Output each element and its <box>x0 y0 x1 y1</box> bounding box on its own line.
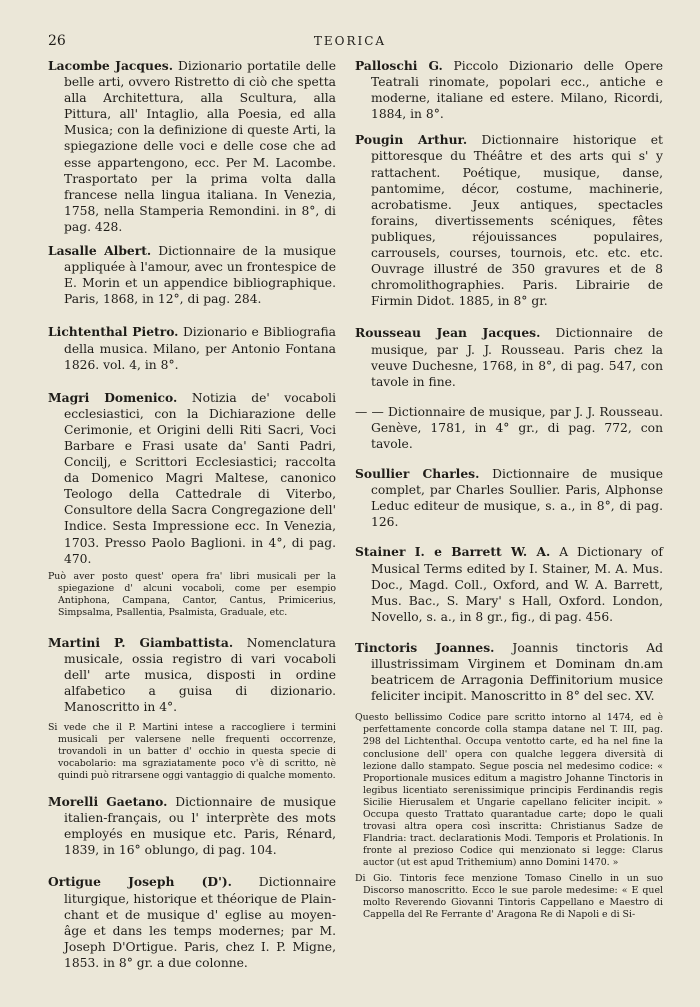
entry-head: Magri Domenico. <box>48 389 178 405</box>
entry-dash: — — <box>355 404 384 419</box>
entry-body: Notizia de' vocaboli ecclesiastici, con la Dichiarazione delle Cerimonie, et Origini delli Riti Sacri, Voci Barbare e Frasi usate da' Santi Padri, Concilj, e Scrittori Ecclesiastici; raccolta da Domenico Magri Maltese, canonico Teologo della Cattedrale di Viterbo, Consultore della Sacra Congregazione dell' Indice. Sesta Impressione ecc. In Venezia, 1703. Presso Paolo Baglioni. in 4°, di pag. 470. <box>64 390 336 566</box>
entry-head: Palloschi G. <box>355 58 443 73</box>
entry-head: Pougin Arthur. <box>355 132 468 148</box>
entry-magri <box>48 390 336 567</box>
right-column <box>355 58 663 921</box>
entry-lichtenthal <box>48 324 336 372</box>
entry-morelli <box>48 794 336 858</box>
entry-head: Martini P. Giambattista. <box>48 635 234 651</box>
note-magri: Può aver posto quest' opera fra' libri musicali per la spiegazione d' alcuni vocaboli, come per esempio Antiphona, Campana, Cantor, Cantus, Primicerius, Simpsalma, Psallentia, Psalmista, Graduale, etc. <box>48 570 336 618</box>
entry-head: Ortigue Joseph (D'). <box>48 874 232 890</box>
entry-body: Dizionario portatile delle belle arti, ovvero Ristretto di ciò che spetta alla Architettura, alla Scultura, alla Pittura, all' Intaglio, alla Poesia, ed alla Musica; con la definizione di queste Arti, la spiegazione delle voci e delle cose che ad esse appartengono, ecc. Per M. Lacombe. Trasportato per la prima volta dalla francese nella lingua italiana. In Venezia, 1758, nella Stamperia Remondini. in 8°, di pag. 428. <box>64 59 336 234</box>
entry-body: Dictionnaire historique et pittoresque du Théâtre et des arts qui s' y rattachent. Poétique, musique, danse, pantomime, décor, costume, machinerie, acrobatisme. Jeux antiques, spectacles forains, divertissements scéniques, fêtes publiques, réjouissances populaires, carrousels, courses, tournois, etc. etc. etc. Ouvrage illustré de 350 gravures et de 8 chromolithographies. Paris. Librairie de Firmin Didot. 1885, in 8° gr. <box>371 133 663 309</box>
entry-body: Dictionnaire de la musique appliquée à l'amour, avec un frontespice de E. Morin et un appendice bibliographique. Paris, 1868, in 12°, di pag. 284. <box>64 244 336 307</box>
note-tinctoris: Questo bellissimo Codice pare scritto intorno al 1474, ed è perfettamente concorde colla stampa datane nel T. III, pag. 298 del Lichtenthal. Occupa ventotto carte, ed ha nel fine la conclusione dell' opera con qualche leggera diversità di lezione dallo stampato. Segue poscia nel medesimo codice: « Proportionale musices editum a magistro Johanne Tinctoris in legibus licentiato serenissimique principis Ferdinandis regis Sicilie Hierusalem et Ungarie capellano feliciter incipit. » Occupa questo Trattato quarantadue carte; dopo le quali trovasi altra opera così inscritta: Christianus Sadze de Flandria: tract. declarationis Modi. Temporis et Prolationis. In fronte al prezioso Codice qui menzionato si legge: Clarus auctor (ut est apud Trithemium) anno Domini 1470. » <box>355 712 663 869</box>
entry-body: Dictionnaire liturgique, historique et théorique de Plain-chant et de musique d' eglise au moyen-âge et dans les temps modernes; par M. Joseph D'Ortigue. Paris, chez I. P. Migne, 1853. in 8° gr. a due colonne. <box>64 875 336 970</box>
entry-body: Dictionnaire de musique, par J. J. Rousseau. Genève, 1781, in 4° gr., di pag. 772, con tavole. <box>371 404 663 451</box>
entry-head: Stainer I. e Barrett W. A. <box>355 544 551 560</box>
entry-stainer <box>355 544 663 624</box>
note-martini: Si vede che il P. Martini intese a raccogliere i termini musicali per valersene nelle frequenti occorrenze, trovandoli in un batter d' occhio in questa specie di vocabolario: ma sgraziatamente poco v'è di scritto, nè quindi può ritrarsene oggi vantaggio di qualche momento. <box>48 721 336 781</box>
entry-head: Morelli Gaetano. <box>48 794 168 810</box>
entry-rousseau-2 <box>355 404 663 452</box>
entry-head: Lichtenthal Pietro. <box>48 324 179 340</box>
entry-body: A Dictionary of Musical Terms edited by I. Stainer, M. A. Mus. Doc., Magd. Coll., Oxford, and W. A. Barrett, Mus. Bac., S. Mary' s Hall, Oxford. London, Novello, s. a., in 8 gr., fig., di pag. 456. <box>371 545 663 624</box>
entry-head: Tinctoris Joannes. <box>355 639 495 655</box>
running-title: TEORICA <box>313 34 387 48</box>
entry-palloschi <box>355 58 663 122</box>
entry-head: Lacombe Jacques. <box>48 58 173 73</box>
entry-soullier <box>355 466 663 530</box>
entry-rousseau <box>355 325 663 389</box>
entry-body: Piccolo Dizionario delle Opere Teatrali rinomate, popolari ecc., antiche e moderne, italiane ed estere. Milano, Ricordi, 1884, in 8°. <box>371 59 663 122</box>
entry-martini <box>48 635 336 715</box>
entry-body: Dizionario e Bibliografia della musica. Milano, per Antonio Fontana 1826. vol. 4, in 8°. <box>64 325 336 372</box>
left-column <box>48 58 336 971</box>
entry-body: Joannis tinctoris Ad illustrissimam Virginem et Dominam dn.am beatricem de Arragonia Deffinitorium musice feliciter incipit. Manoscritto in 8° del sec. XV. <box>371 640 664 704</box>
entry-pougin <box>355 132 663 309</box>
entry-head: Lasalle Albert. <box>48 243 152 259</box>
page-number: 26 <box>48 33 66 49</box>
entry-body: Dictionnaire de musique italien-français, ou l' interprète des mots employés en musique etc. Paris, Rénard, 1839, in 16° oblungo, di pag. 104. <box>64 795 337 858</box>
note-tinctoris-2: Di Gio. Tintoris fece menzione Tomaso Cinello in un suo Discorso manoscritto. Ecco le sue parole medesime: « E quel molto Reverendo Giovanni Tintoris Cappellano e Maestro di Cappella del Re Ferrante d' Aragona Re di Napoli e di Si- <box>355 872 663 920</box>
entry-tinctoris <box>355 640 663 704</box>
entry-body: Dictionnaire de musique complet, par Charles Soullier. Paris, Alphonse Leduc editeur de musique, s. a., in 8°, di pag. 126. <box>371 467 663 530</box>
entry-head: Soullier Charles. <box>355 466 480 482</box>
entry-head: Rousseau Jean Jacques. <box>355 325 541 341</box>
entry-body: Nomenclatura musicale, ossia registro di vari vocaboli dell' arte musica, disposti in ordine alfabetico a guisa di dizionario. Manoscritto in 4°. <box>64 636 336 715</box>
entry-lacombe <box>48 58 336 235</box>
entry-ortigue <box>48 874 336 971</box>
entry-lasalle <box>48 243 336 307</box>
entry-body: Dictionnaire de musique, par J. J. Rousseau. Paris chez la veuve Duchesne, 1768, in 8°, di pag. 547, con tavole in fine. <box>371 326 663 389</box>
